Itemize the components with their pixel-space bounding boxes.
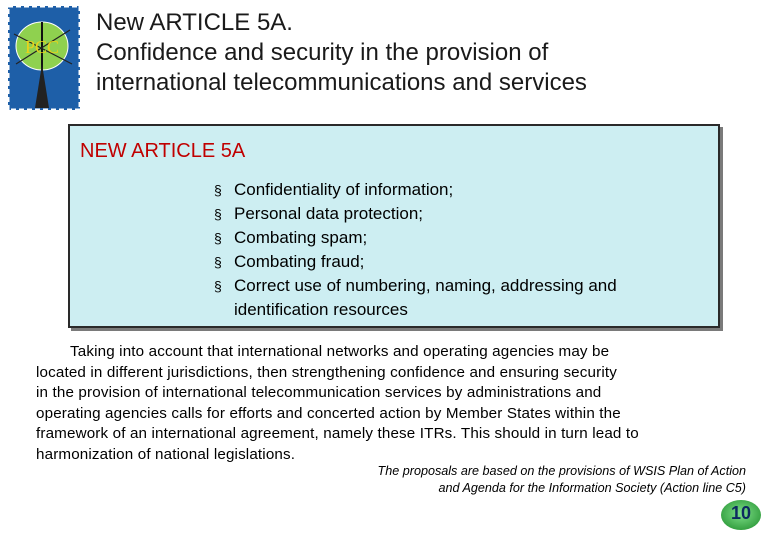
page-number: 10 <box>730 503 752 523</box>
paragraph-line: located in different jurisdictions, then strengthening confidence and ensuring security <box>36 363 617 381</box>
article-box <box>68 124 720 328</box>
source-note <box>378 463 746 496</box>
title-line-1: New ARTICLE 5A. <box>96 9 293 36</box>
list-item: § Confidentiality of information; <box>214 178 617 202</box>
paragraph-line: harmonization of national legislations. <box>36 445 296 463</box>
note-line-1: The proposals are based on the provisions of WSIS Plan of Action <box>377 464 746 478</box>
bullet-icon: § <box>214 206 222 222</box>
body-paragraph <box>36 342 756 466</box>
bullet-icon: § <box>214 254 222 270</box>
bullet-icon: § <box>214 278 222 294</box>
logo-text: PCC <box>24 37 60 57</box>
list-item: § Personal data protection; <box>214 202 617 226</box>
list-item-continuation: identification resources <box>234 300 408 319</box>
paragraph-line: Taking into account that international networks and operating agencies may be <box>70 343 610 360</box>
paragraph-line: operating agencies calls for efforts and concerted action by Member States within the <box>36 404 621 422</box>
bullet-icon: § <box>214 182 222 198</box>
slide-title <box>96 8 766 98</box>
page-number-badge <box>720 499 762 531</box>
title-line-2: Confidence and security in the provision of <box>96 39 549 66</box>
pcc-logo <box>6 4 82 114</box>
paragraph-line: framework of an international agreement, namely these ITRs. This should in turn lead to <box>36 425 639 443</box>
bullet-icon: § <box>214 230 222 246</box>
paragraph-line: in the provision of international telecommunication services by administrations and <box>36 384 602 402</box>
list-item: § Combating fraud; <box>214 250 617 274</box>
bullet-list <box>214 178 617 322</box>
list-item: § Correct use of numbering, naming, addressing and <box>214 274 617 298</box>
box-heading: NEW ARTICLE 5A <box>80 140 246 162</box>
note-line-2: and Agenda for the Information Society (Action line C5) <box>438 480 746 495</box>
list-item: § Combating spam; <box>214 226 617 250</box>
title-line-3: international telecommunications and services <box>96 69 587 96</box>
